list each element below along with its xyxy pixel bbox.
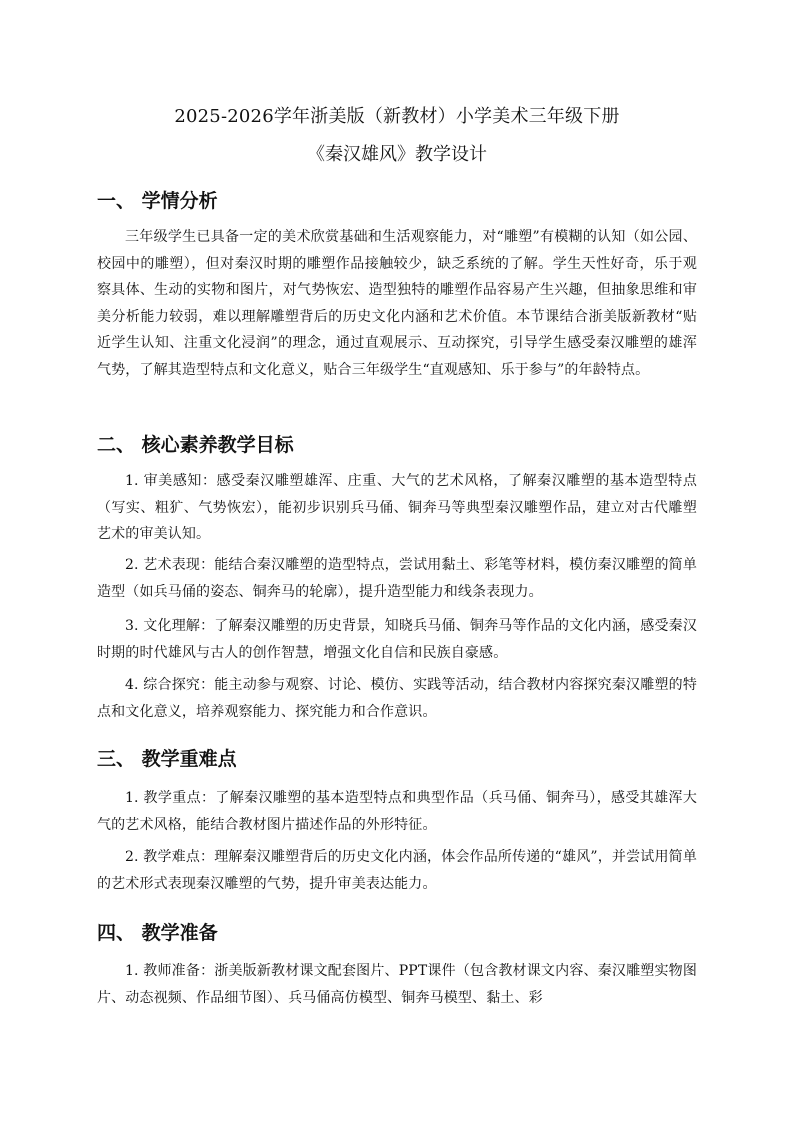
paragraph-objective-4: 4. 综合探究：能主动参与观察、讨论、模仿、实践等活动，结合教材内容探究秦汉雕塑的特点和文化意义，培养观察能力、探究能力和合作意识。 [97,677,697,720]
section-heading-learning-analysis: 一、 学情分析 [97,190,218,212]
paragraph-objective-1: 1. 审美感知：感受秦汉雕塑雄浑、庄重、大气的艺术风格，了解秦汉雕塑的基本造型特点（写实、粗犷、气势恢宏），能初步识别兵马俑、铜奔马等典型秦汉雕塑作品，建立对古代雕塑艺术的审美认知。 [97,473,697,542]
document-title: 2025-2026学年浙美版（新教材）小学美术三年级下册 [174,106,620,127]
paragraph-learning-analysis: 三年级学生已具备一定的美术欣赏基础和生活观察能力，对“雕塑”有模糊的认知（如公园、校园中的雕塑），但对秦汉时期的雕塑作品接触较少，缺乏系统的了解。学生天性好奇，乐于观察具体、生动的实物和图片，对气势恢宏、造型独特的雕塑作品容易产生兴趣，但抽象思维和审美分析能力较弱，难以理解雕塑背后的历史文化内涵和艺术价值。本节课结合浙美版新教材“贴近学生认知、注重文化浸润”的理念，通过直观展示、互动探究，引导学生感受秦汉雕塑的雄浑气势，了解其造型特点和文化意义，贴合三年级学生“直观感知、乐于参与”的年龄特点。 [97,229,697,378]
document-subtitle: 《秦汉雄风》教学设计 [307,144,487,165]
paragraph-difficult-point: 2. 教学难点：理解秦汉雕塑背后的历史文化内涵，体会作品所传递的“雄风”，并尝试用简单的艺术形式表现秦汉雕塑的气势，提升审美表达能力。 [97,849,697,892]
paragraph-objective-2: 2. 艺术表现：能结合秦汉雕塑的造型特点，尝试用黏土、彩笔等材料，模仿秦汉雕塑的简单造型（如兵马俑的姿态、铜奔马的轮廓），提升造型能力和线条表现力。 [97,557,697,600]
paragraph-objective-3: 3. 文化理解：了解秦汉雕塑的历史背景，知晓兵马俑、铜奔马等作品的文化内涵，感受秦汉时期的时代雄风与古人的创作智慧，增强文化自信和民族自豪感。 [97,618,697,661]
section-heading-key-points: 三、 教学重难点 [97,748,237,770]
paragraph-teacher-preparation: 1. 教师准备：浙美版新教材课文配套图片、PPT课件（包含教材课文内容、秦汉雕塑实物图片、动态视频、作品细节图）、兵马俑高仿模型、铜奔马模型、黏土、彩 [97,963,697,1006]
section-heading-objectives: 二、 核心素养教学目标 [97,434,294,456]
paragraph-key-point: 1. 教学重点：了解秦汉雕塑的基本造型特点和典型作品（兵马俑、铜奔马），感受其雄浑大气的艺术风格，能结合教材图片描述作品的外形特征。 [97,790,697,833]
section-heading-preparation: 四、 教学准备 [97,922,218,944]
